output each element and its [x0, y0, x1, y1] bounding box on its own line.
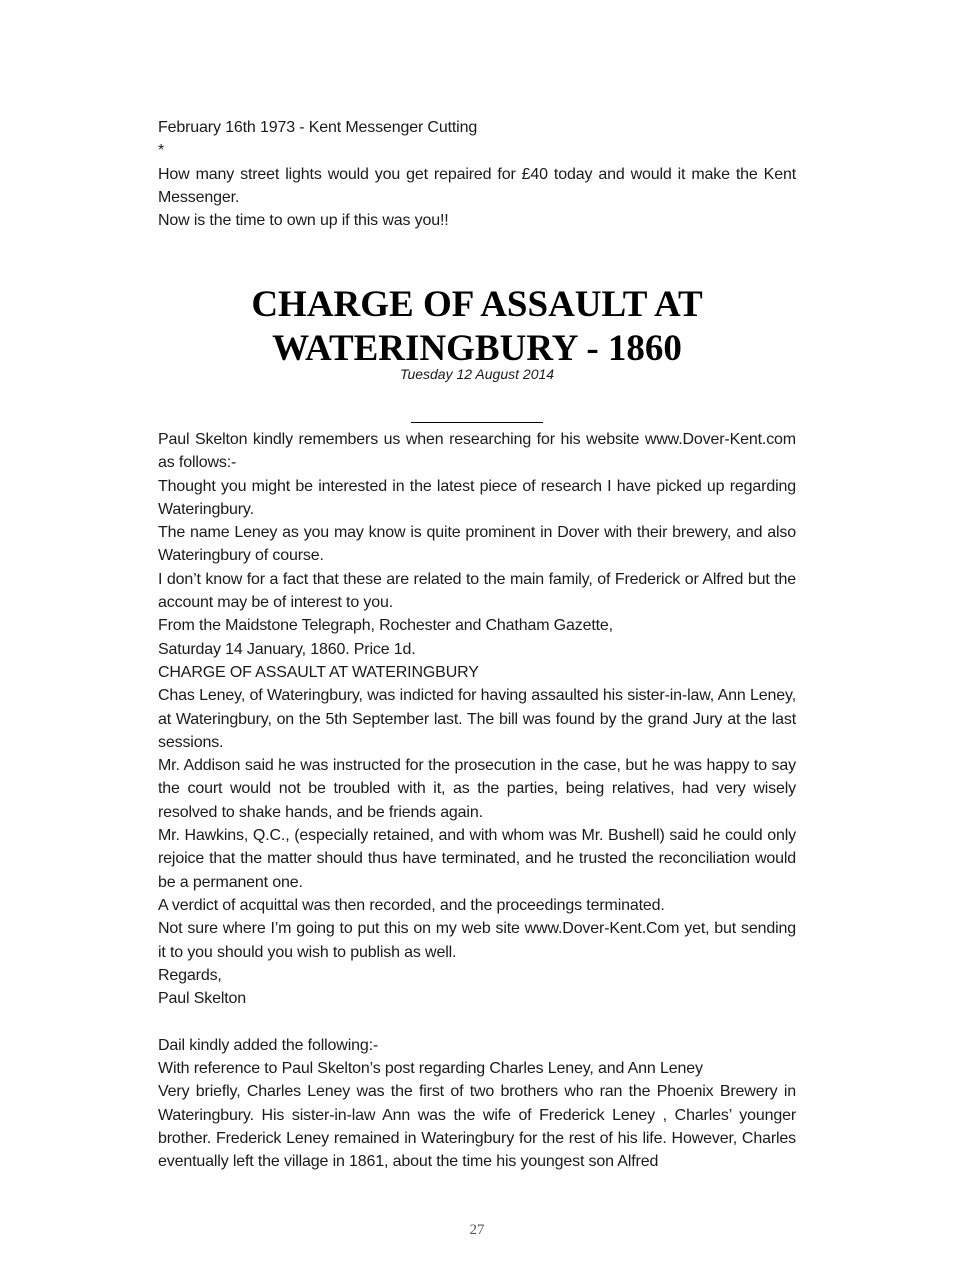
- paragraph: Thought you might be interested in the latest piece of research I have picked up regarding Wateringbury.: [158, 477, 796, 518]
- intro-section: [158, 116, 796, 232]
- paragraph: Mr. Addison said he was instructed for the prosecution in the case, but he was happy to say the court would not be troubled with it, as the parties, being relatives, had very wisely resolved to shake hands, and be friends again.: [158, 757, 796, 821]
- cutting-heading: February 16th 1973 - Kent Messenger Cutting: [158, 119, 478, 136]
- paragraph: Not sure where I’m going to put this on my web site www.Dover-Kent.Com yet, but sending it to you should you wish to publish as well.: [158, 920, 796, 961]
- paragraph: Very briefly, Charles Leney was the first of two brothers who ran the Phoenix Brewery in Wateringbury. His sister-in-law Ann was the wife of Frederick Leney , Charles’ younger brother. Frederick Leney remained in Wateringbury for the rest of his life. However, Charles eventually left the village in 1861, about the time his youngest son Alfred: [158, 1083, 796, 1171]
- paragraph: Chas Leney, of Wateringbury, was indicted for having assaulted his sister-in-law, Ann Leney, at Wateringbury, on the 5th September last. The bill was found by the grand Jury at the last sessions.: [158, 687, 796, 751]
- intro-note: Now is the time to own up if this was you!!: [158, 212, 449, 230]
- paragraph: From the Maidstone Telegraph, Rochester and Chatham Gazette,: [158, 617, 613, 635]
- article-title-line-1: CHARGE OF ASSAULT AT: [251, 284, 703, 325]
- paragraph: I don’t know for a fact that these are related to the main family, of Frederick or Alfred but the account may be of interest to you.: [158, 570, 796, 612]
- paragraph: Mr. Hawkins, Q.C., (especially retained, and with whom was Mr. Bushell) said he could only rejoice that the matter should thus have terminated, and he trusted the reconciliation would be a permanent one.: [158, 827, 796, 891]
- article-title-line-2: WATERINGBURY - 1860: [272, 328, 682, 369]
- paragraph: Dail kindly added the following:-: [158, 1036, 379, 1054]
- quoted-heading: CHARGE OF ASSAULT AT WATERINGBURY: [158, 663, 479, 681]
- title-divider: [411, 422, 543, 423]
- page-number: 27: [469, 1222, 485, 1238]
- paragraph: The name Leney as you may know is quite prominent in Dover with their brewery, and also Wateringbury of course.: [158, 524, 796, 565]
- paragraph: Saturday 14 January, 1860. Price 1d.: [158, 640, 416, 658]
- paragraph-gap: [158, 1010, 796, 1033]
- article-body: [158, 428, 796, 1174]
- paragraph: With reference to Paul Skelton’s post regarding Charles Leney, and Ann Leney: [158, 1060, 703, 1078]
- intro-paragraph: How many street lights would you get repaired for £40 today and would it make the Kent Messenger.: [158, 165, 796, 206]
- article-title: [158, 283, 796, 371]
- article-date: Tuesday 12 August 2014: [399, 366, 555, 382]
- paragraph: Paul Skelton kindly remembers us when researching for his website www.Dover-Kent.com as follows:-: [158, 431, 796, 472]
- separator-asterisk: *: [158, 142, 165, 160]
- sign-off: Regards,: [158, 966, 222, 984]
- signature-name: Paul Skelton: [158, 990, 247, 1008]
- paragraph: A verdict of acquittal was then recorded, and the proceedings terminated.: [158, 896, 665, 914]
